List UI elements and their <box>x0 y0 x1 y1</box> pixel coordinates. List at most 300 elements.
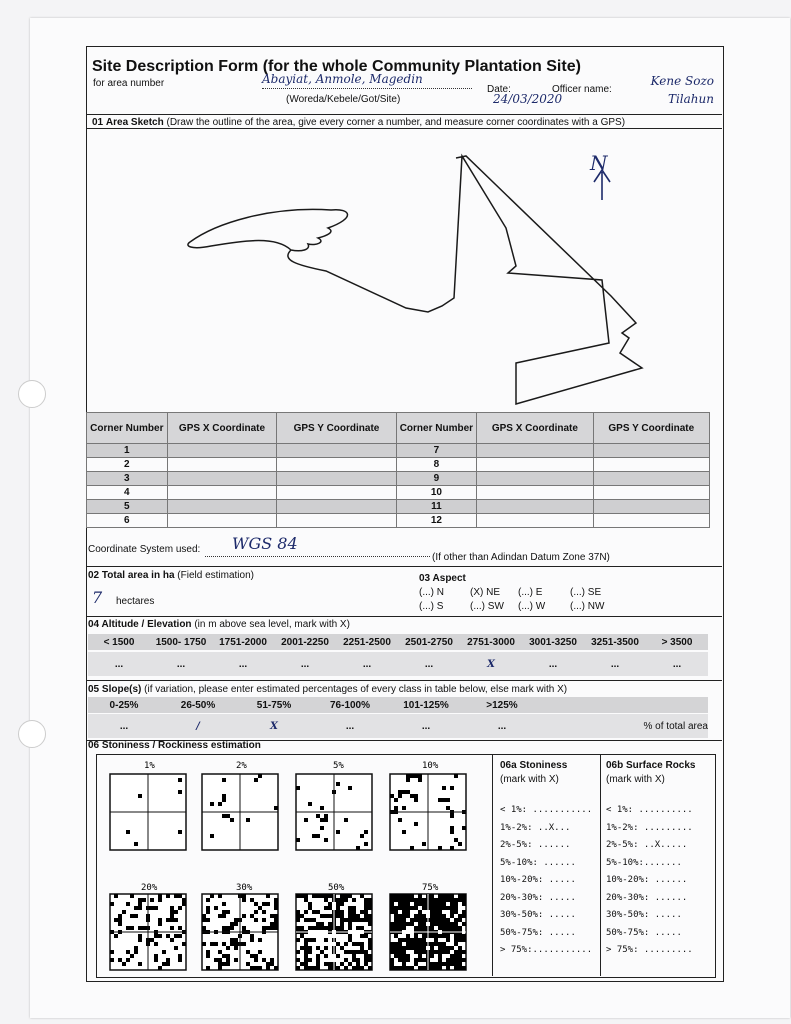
stone-block <box>458 938 462 942</box>
coord-system-note: (If other than Adindan Datum Zone 37N) <box>432 552 610 563</box>
stone-block <box>324 818 328 822</box>
stone-block <box>308 938 312 942</box>
stone-block <box>226 926 230 930</box>
stone-block <box>348 786 352 790</box>
stone-block <box>304 950 308 954</box>
stone-block <box>402 950 406 954</box>
stone-block <box>390 962 394 966</box>
stone-block <box>414 918 418 922</box>
stone-block <box>296 938 300 942</box>
stone-block <box>418 958 422 962</box>
surface-rock-option[interactable]: 5%-10%:....... <box>606 857 682 868</box>
stone-block <box>422 966 426 970</box>
stone-block <box>360 926 364 930</box>
stone-block <box>442 922 446 926</box>
stone-block <box>402 906 406 910</box>
stone-block <box>242 942 246 946</box>
stone-block <box>438 958 442 962</box>
stoniness-option[interactable]: 10%-20%: ..... <box>500 875 576 885</box>
stoniness-col-b-sub: (mark with X) <box>606 774 665 785</box>
stone-block <box>304 938 308 942</box>
stone-block <box>418 922 422 926</box>
stone-block <box>348 950 352 954</box>
aspect-option-n[interactable]: (...) N <box>419 587 444 598</box>
officer-value[interactable]: Kene Sozo Tilahun <box>650 74 714 106</box>
stone-block <box>434 938 438 942</box>
stone-block <box>300 962 304 966</box>
aspect-option-e[interactable]: (...) E <box>518 587 543 598</box>
stone-block <box>442 962 446 966</box>
stone-block <box>214 906 218 910</box>
stone-block <box>430 950 434 954</box>
divider <box>86 616 722 617</box>
stone-block <box>430 934 434 938</box>
stone-block <box>454 954 458 958</box>
stone-block <box>206 910 210 914</box>
stoniness-option[interactable]: 30%-50%: ..... <box>500 910 576 920</box>
stone-block <box>450 830 454 834</box>
stone-block <box>398 906 402 910</box>
stone-block <box>406 778 410 782</box>
stone-block <box>150 906 154 910</box>
stone-block <box>402 966 406 970</box>
stone-block <box>394 806 398 810</box>
stone-block <box>230 942 234 946</box>
stone-block <box>414 938 418 942</box>
stone-block <box>402 898 406 902</box>
stone-block <box>316 834 320 838</box>
aspect-option-nw[interactable]: (...) NW <box>570 601 605 612</box>
stone-block <box>218 950 222 954</box>
stone-block <box>174 910 178 914</box>
stone-block <box>356 962 360 966</box>
stone-block <box>336 942 340 946</box>
stone-block <box>210 894 214 898</box>
stone-block <box>210 834 214 838</box>
stone-block <box>340 898 344 902</box>
stone-block <box>418 902 422 906</box>
surface-rock-option[interactable]: > 75%: ......... <box>606 945 693 955</box>
stone-block <box>402 790 406 794</box>
table-row: 2 8 <box>87 458 710 472</box>
stone-block <box>122 910 126 914</box>
stone-block <box>364 954 368 958</box>
stone-block <box>458 966 462 970</box>
aspect-option-se[interactable]: (...) SE <box>570 587 602 598</box>
stone-block <box>422 902 426 906</box>
stone-block <box>438 934 442 938</box>
stone-block <box>348 894 352 898</box>
stone-block <box>394 898 398 902</box>
stone-block <box>410 794 414 798</box>
surface-rock-option[interactable]: 20%-30%: ...... <box>606 892 688 903</box>
surface-rock-option[interactable]: 30%-50%: ..... <box>606 910 682 920</box>
punch-hole <box>18 380 46 408</box>
stone-block <box>414 934 418 938</box>
surface-rock-option[interactable]: 1%-2%: ......... <box>606 822 693 833</box>
stone-block <box>304 818 308 822</box>
stone-block <box>162 950 166 954</box>
stone-block <box>394 954 398 958</box>
stone-block <box>442 914 446 918</box>
stone-block <box>174 934 178 938</box>
stone-block <box>450 922 454 926</box>
stone-block <box>352 906 356 910</box>
stoniness-option[interactable]: 2%-5%: ...... <box>500 840 571 850</box>
stoniness-option[interactable]: > 75%:........... <box>500 945 593 955</box>
stone-block <box>430 954 434 958</box>
stone-block <box>446 798 450 802</box>
stone-block <box>434 914 438 918</box>
stone-block <box>250 966 254 970</box>
stone-block <box>438 918 442 922</box>
stoniness-label-50: 50% <box>328 883 345 893</box>
stone-block <box>308 918 312 922</box>
stone-block <box>324 838 328 842</box>
area-underline <box>262 88 472 89</box>
stone-block <box>336 906 340 910</box>
stone-block <box>364 906 368 910</box>
stone-block <box>134 906 138 910</box>
stoniness-option[interactable]: < 1%: ........... <box>500 805 593 815</box>
stone-block <box>364 910 368 914</box>
stone-block <box>178 778 182 782</box>
stone-block <box>340 926 344 930</box>
stone-block <box>222 954 226 958</box>
stone-block <box>178 954 182 958</box>
aspect-option-s[interactable]: (...) S <box>419 601 444 612</box>
stone-block <box>222 926 226 930</box>
stone-block <box>340 894 344 898</box>
stone-block <box>296 966 300 970</box>
stone-block <box>210 942 214 946</box>
stone-block <box>356 846 360 850</box>
stone-block <box>222 902 226 906</box>
stoniness-label-30: 30% <box>236 883 253 893</box>
stone-block <box>296 910 300 914</box>
stone-block <box>254 958 258 962</box>
stone-block <box>402 910 406 914</box>
stone-block <box>202 918 206 922</box>
stone-block <box>418 774 422 778</box>
stone-block <box>296 958 300 962</box>
stone-block <box>422 950 426 954</box>
stone-block <box>206 950 210 954</box>
stone-block <box>462 898 466 902</box>
stone-block <box>454 898 458 902</box>
stoniness-label-10: 10% <box>422 761 439 771</box>
stone-block <box>442 950 446 954</box>
stone-block <box>454 926 458 930</box>
stone-block <box>274 902 278 906</box>
stone-block <box>304 894 308 898</box>
stone-block <box>182 898 186 902</box>
aspect-option-ne[interactable]: (X) NE <box>470 587 500 598</box>
stone-block <box>254 918 258 922</box>
stone-block <box>430 894 434 898</box>
stone-block <box>308 950 312 954</box>
stone-block <box>304 958 308 962</box>
stone-block <box>158 894 162 898</box>
stone-block <box>352 958 356 962</box>
stone-block <box>442 942 446 946</box>
stone-block <box>364 842 368 846</box>
stone-block <box>438 946 442 950</box>
stone-block <box>450 902 454 906</box>
stone-block <box>364 902 368 906</box>
col-header: GPS X Coordinate <box>477 413 593 444</box>
date-value[interactable]: 24/03/2020 <box>493 92 563 106</box>
stone-block <box>398 902 402 906</box>
stone-block <box>422 918 426 922</box>
stone-block <box>170 906 174 910</box>
stone-block <box>410 946 414 950</box>
stone-block <box>234 942 238 946</box>
stone-block <box>222 814 226 818</box>
stone-block <box>296 914 300 918</box>
stone-block <box>360 834 364 838</box>
stoniness-option[interactable]: 50%-75%: ..... <box>500 927 576 938</box>
stone-block <box>368 914 372 918</box>
stone-block <box>398 898 402 902</box>
stoniness-heading: 06 Stoniness / Rockiness estimation <box>88 740 261 751</box>
stone-block <box>438 906 442 910</box>
stone-block <box>336 910 340 914</box>
surface-rock-option[interactable]: < 1%: .......... <box>606 805 693 815</box>
stone-block <box>430 914 434 918</box>
stone-block <box>324 898 328 902</box>
stone-block <box>324 814 328 818</box>
aspect-option-w[interactable]: (...) W <box>518 601 546 612</box>
stone-block <box>258 774 262 778</box>
stone-block <box>138 902 142 906</box>
stone-block <box>312 918 316 922</box>
stone-block <box>348 906 352 910</box>
stone-block <box>304 942 308 946</box>
stone-block <box>336 926 340 930</box>
stone-block <box>450 926 454 930</box>
stone-block <box>430 962 434 966</box>
stone-block <box>312 894 316 898</box>
stone-block <box>166 962 170 966</box>
stone-block <box>364 918 368 922</box>
stone-block <box>328 894 332 898</box>
stone-block <box>262 926 266 930</box>
stone-block <box>206 918 210 922</box>
stone-block <box>316 946 320 950</box>
stone-block <box>266 926 270 930</box>
stone-block <box>360 894 364 898</box>
stone-block <box>418 894 422 898</box>
stone-block <box>390 910 394 914</box>
stone-block <box>410 922 414 926</box>
stone-block <box>446 950 450 954</box>
aspect-option-sw[interactable]: (...) SW <box>470 601 504 612</box>
stone-block <box>414 822 418 826</box>
stone-block <box>218 958 222 962</box>
stone-block <box>364 914 368 918</box>
stone-block <box>418 950 422 954</box>
stone-block <box>166 958 170 962</box>
stone-block <box>368 966 372 970</box>
stone-block <box>222 910 226 914</box>
punch-hole <box>18 720 46 748</box>
stone-block <box>458 954 462 958</box>
stone-block <box>406 910 410 914</box>
stone-block <box>418 942 422 946</box>
stone-block <box>266 962 270 966</box>
stone-block <box>402 806 406 810</box>
stone-block <box>134 950 138 954</box>
table-row: 1 7 <box>87 444 710 458</box>
surface-rock-option[interactable]: 50%-75%: ..... <box>606 927 682 938</box>
stone-block <box>450 958 454 962</box>
stone-block <box>142 926 146 930</box>
stone-block <box>308 902 312 906</box>
stone-block <box>434 898 438 902</box>
stoniness-reference-charts <box>96 754 492 976</box>
stoniness-option[interactable]: 5%-10%: ...... <box>500 857 576 868</box>
stone-block <box>118 958 122 962</box>
stoniness-option[interactable]: 1%-2%: ..X... <box>500 822 571 833</box>
stone-block <box>454 958 458 962</box>
stone-block <box>430 946 434 950</box>
stone-block <box>308 958 312 962</box>
stone-block <box>130 926 134 930</box>
stone-block <box>450 898 454 902</box>
stone-block <box>454 950 458 954</box>
table-row: 6 12 <box>87 514 710 528</box>
stone-block <box>114 918 118 922</box>
stoniness-option[interactable]: 20%-30%: ..... <box>500 892 576 903</box>
stone-block <box>356 966 360 970</box>
stone-block <box>138 934 142 938</box>
stone-block <box>394 946 398 950</box>
stone-block <box>348 910 352 914</box>
stone-block <box>274 806 278 810</box>
stone-block <box>348 938 352 942</box>
stone-block <box>130 894 134 898</box>
stone-block <box>262 958 266 962</box>
stone-block <box>450 826 454 830</box>
stone-block <box>462 914 466 918</box>
stone-block <box>234 958 238 962</box>
stone-block <box>150 898 154 902</box>
altitude-marks: ... ... ... ... ... ... X ... ... ... <box>88 652 708 676</box>
stone-block <box>430 922 434 926</box>
stone-block <box>274 966 278 970</box>
stone-block <box>394 934 398 938</box>
stone-block <box>402 894 406 898</box>
stone-block <box>254 954 258 958</box>
stone-block <box>218 914 222 918</box>
stone-block <box>324 894 328 898</box>
stoniness-label-2: 2% <box>236 761 247 771</box>
surface-rock-option[interactable]: 2%-5%: ..X..... <box>606 840 688 850</box>
stone-block <box>442 946 446 950</box>
stone-block <box>320 914 324 918</box>
stone-block <box>454 938 458 942</box>
stone-block <box>254 966 258 970</box>
area-sketch[interactable] <box>86 128 722 413</box>
stone-block <box>344 894 348 898</box>
stone-block <box>226 954 230 958</box>
stone-block <box>446 958 450 962</box>
stone-block <box>390 946 394 950</box>
stone-block <box>258 966 262 970</box>
stone-block <box>352 950 356 954</box>
stone-block <box>398 926 402 930</box>
stone-block <box>390 894 394 898</box>
stone-block <box>462 958 466 962</box>
form-title: Site Description Form (for the whole Community Plantation Site) <box>92 58 581 75</box>
stone-block <box>242 926 246 930</box>
stone-block <box>458 962 462 966</box>
stone-block <box>446 922 450 926</box>
stone-block <box>406 898 410 902</box>
stone-block <box>364 962 368 966</box>
total-area-value[interactable]: 7 <box>92 588 103 607</box>
stone-block <box>368 958 372 962</box>
coord-system-value[interactable]: WGS 84 <box>232 534 298 553</box>
stone-block <box>414 906 418 910</box>
stone-block <box>394 922 398 926</box>
surface-rock-option[interactable]: 10%-20%: ...... <box>606 875 688 885</box>
stone-block <box>328 902 332 906</box>
stone-block <box>308 926 312 930</box>
stone-block <box>402 962 406 966</box>
stone-block <box>368 898 372 902</box>
stone-block <box>390 794 394 798</box>
stone-block <box>134 914 138 918</box>
stone-block <box>214 958 218 962</box>
stone-block <box>324 906 328 910</box>
stone-block <box>126 926 130 930</box>
stone-block <box>336 966 340 970</box>
stone-block <box>134 842 138 846</box>
stone-block <box>454 838 458 842</box>
stone-block <box>320 922 324 926</box>
stone-block <box>410 938 414 942</box>
stone-block <box>414 794 418 798</box>
stone-block <box>352 898 356 902</box>
stone-block <box>138 898 142 902</box>
stone-block <box>300 926 304 930</box>
stone-block <box>142 898 146 902</box>
stone-block <box>390 942 394 946</box>
stone-block <box>320 818 324 822</box>
stone-block <box>340 902 344 906</box>
stone-block <box>422 914 426 918</box>
stone-block <box>406 938 410 942</box>
stone-block <box>230 926 234 930</box>
stone-block <box>394 926 398 930</box>
stone-block <box>348 914 352 918</box>
slope-ranges: 0-25% 26-50% 51-75% 76-100% 101-125% >125% <box>88 697 708 713</box>
officer-label: Officer name: <box>552 84 612 95</box>
stone-block <box>352 914 356 918</box>
stone-block <box>340 946 344 950</box>
stone-block <box>450 814 454 818</box>
stone-block <box>328 966 332 970</box>
stoniness-col-a-title: 06a Stoniness <box>500 760 568 771</box>
stone-block <box>352 942 356 946</box>
stone-block <box>454 906 458 910</box>
stone-block <box>118 914 122 918</box>
stone-block <box>320 806 324 810</box>
area-value[interactable]: Abayiat, Anmole, Magedin <box>262 72 423 86</box>
stoniness-label-1: 1% <box>144 761 155 771</box>
